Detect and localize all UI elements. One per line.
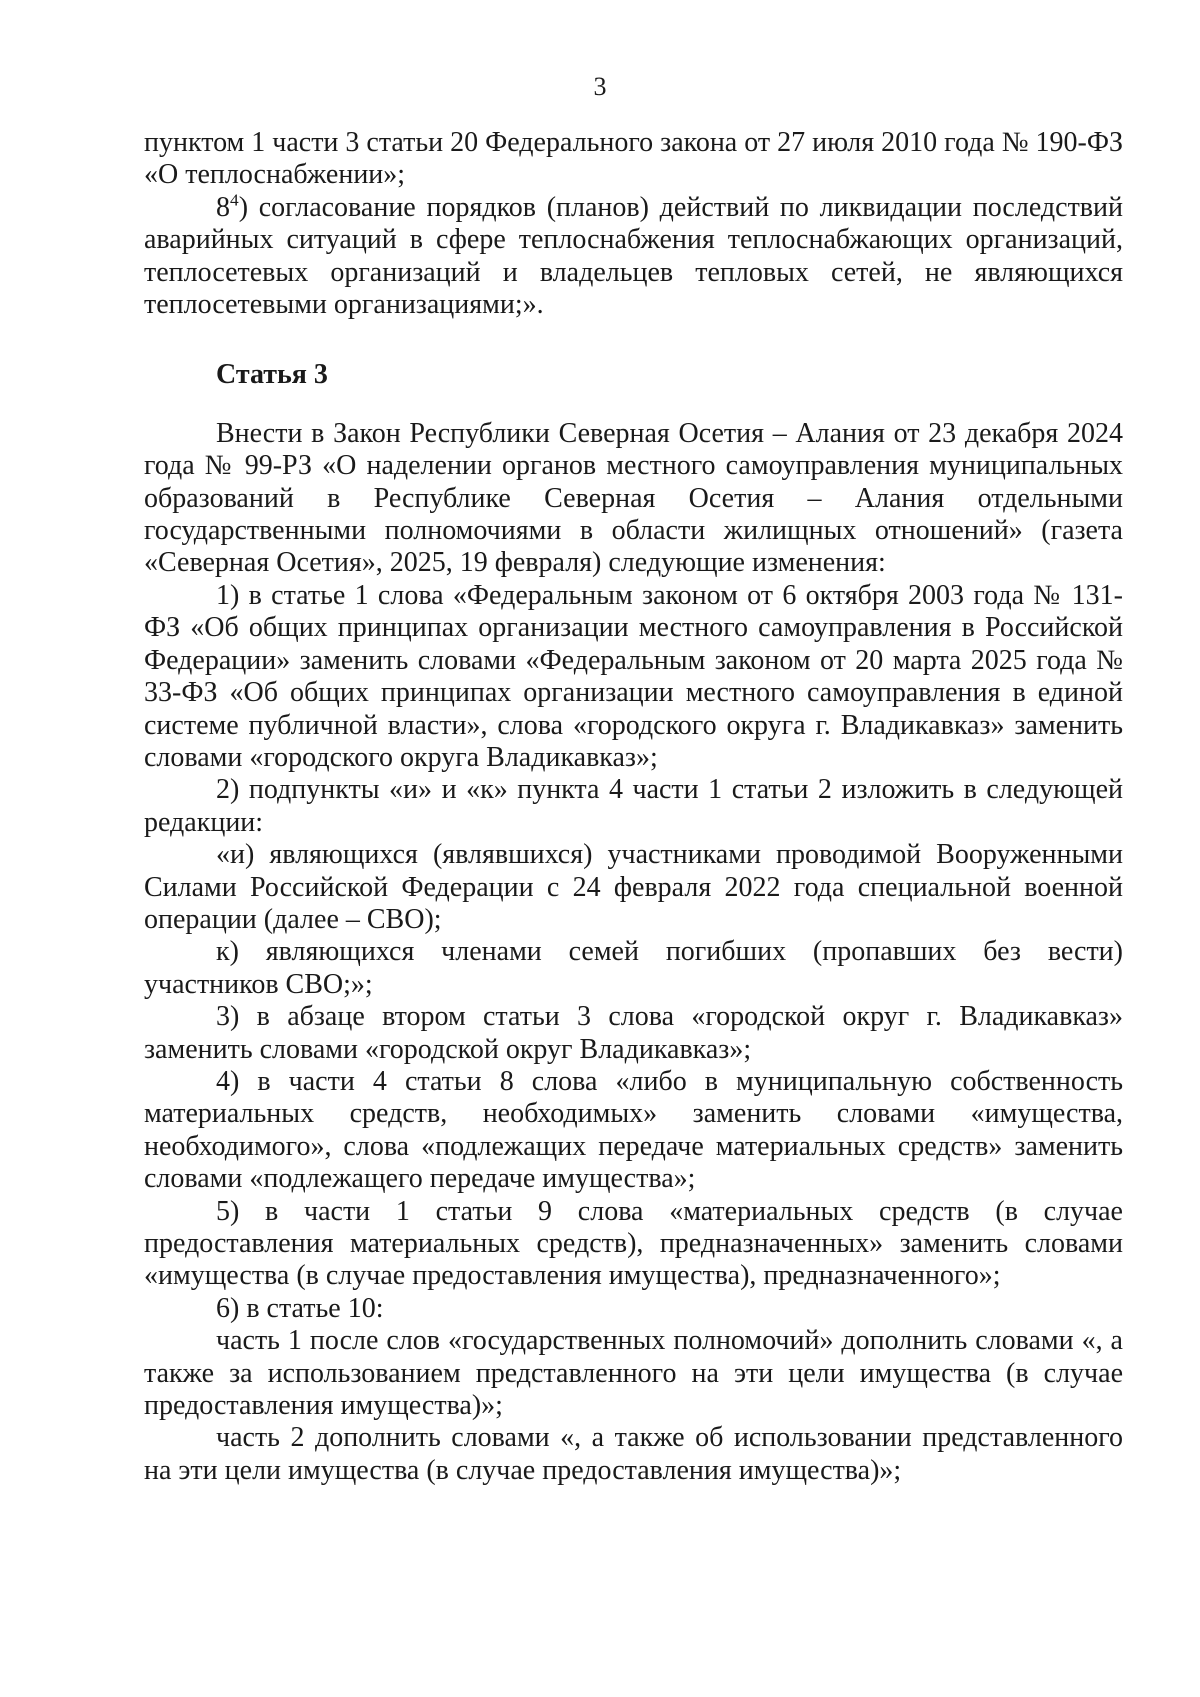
item-superscript: 4 bbox=[230, 190, 239, 210]
paragraph-item-8-4 bbox=[144, 192, 1123, 322]
paragraph-amendment-5: 5) в части 1 статьи 9 слова «материальных средств (в случае предоставления материальных средств), предназначенных» заменить словами «имущества (в случае предоставления имущества), предназначенного»; bbox=[144, 1195, 1123, 1292]
paragraph-subitem-k: к) являющихся членами семей погибших (пропавших без вести) участников СВО;»; bbox=[144, 936, 1123, 1000]
paragraph-part-2: часть 2 дополнить словами «, а также об использовании представленного на эти цели имущества (в случае предоставления имущества)»; bbox=[144, 1422, 1123, 1486]
paragraph-intro: Внести в Закон Республики Северная Осетия – Алания от 23 декабря 2024 года № 99-РЗ «О наделении органов местного самоуправления муниципальных образований в Республике Северная Осетия – Алания отдельными государственными полномочиями в области жилищных отношений» (газета «Северная Осетия», 2025, 19 февраля) следующие изменения: bbox=[144, 417, 1123, 579]
paragraph-amendment-3: 3) в абзаце втором статьи 3 слова «городской округ г. Владикавказ» заменить словами «городской округ Владикавказ»; bbox=[144, 1001, 1123, 1065]
paragraph-part-1: часть 1 после слов «государственных полномочий» дополнить словами «, а также за использованием представленного на эти цели имущества (в случае предоставления имущества)»; bbox=[144, 1325, 1123, 1422]
document-body bbox=[144, 127, 1123, 1487]
item-text: ) согласование порядков (планов) действий по ликвидации последствий аварийных ситуаций в сфере теплоснабжения теплоснабжающих организаций, теплосетевых организаций и владельцев тепловых сетей, не являющихся теплосетевыми организациями;». bbox=[144, 191, 1123, 321]
item-number: 8 bbox=[216, 191, 230, 223]
page-number: 3 bbox=[593, 72, 607, 101]
paragraph-subitem-i: «и) являющихся (являвшихся) участниками проводимой Вооруженными Силами Российской Федерации с 24 февраля 2022 года специальной военной операции (далее – СВО); bbox=[144, 839, 1123, 935]
paragraph-amendment-6: 6) в статье 10: bbox=[216, 1292, 384, 1324]
paragraph-amendment-4: 4) в части 4 статьи 8 слова «либо в муниципальную собственность материальных средств, необходимых» заменить словами «имущества, необходимого», слова «подлежащих передаче материальных средств» заменить словами «подлежащего передаче имущества»; bbox=[144, 1065, 1123, 1195]
paragraph-amendment-1: 1) в статье 1 слова «Федеральным законом от 6 октября 2003 года № 131-ФЗ «Об общих принципах организации местного самоуправления в Российской Федерации» заменить словами «Федеральным законом от 20 марта 2025 года № 33-ФЗ «Об общих принципах организации местного самоуправления в единой системе публичной власти», слова «городского округа г. Владикавказ» заменить словами «городского округа Владикавказ»; bbox=[144, 579, 1123, 773]
paragraph-continuation: пунктом 1 части 3 статьи 20 Федерального закона от 27 июля 2010 года № 190-ФЗ «О теплоснабжении»; bbox=[144, 127, 1124, 191]
spacer bbox=[144, 321, 1123, 359]
article-heading: Статья 3 bbox=[216, 359, 328, 391]
paragraph-amendment-2: 2) подпункты «и» и «к» пункта 4 части 1 статьи 2 изложить в следующей редакции: bbox=[144, 774, 1123, 838]
spacer bbox=[144, 392, 1123, 418]
